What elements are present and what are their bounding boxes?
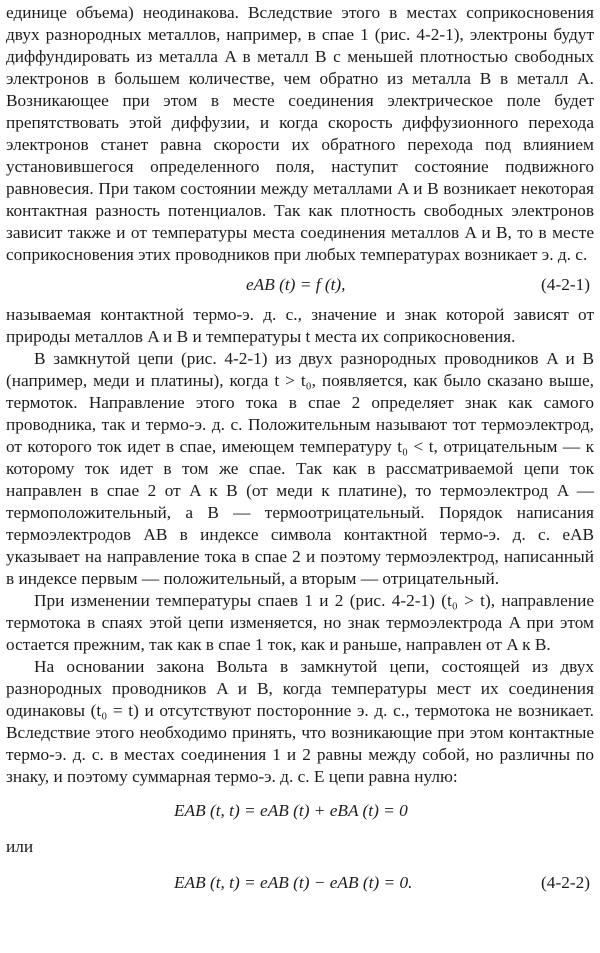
equation-number: (4-2-2) [541,873,590,892]
paragraph-3: В замкнутой цепи (рис. 4-2-1) из двух разнородных проводников A и B (например, меди и платины), когда t > t₀, появляется, как было сказано выше, термоток. Направление этого тока в спае 2 определяет знак как самого проводника, так и термо-э. д. с. Положительным называют тот термоэлектрод, от которого ток идет в спае, имеющем температуру t₀ < t, отрицательным — к которому ток идет в том же спае. Так как в рассматриваемой цепи ток направлен в спае 2 от A к B (от меди к платине), то термоэлектрод A — термоположительный, а B — термоотрицательный. Порядок написания термоэлектродов AB в индексе символа контактной термо-э. д. с. eAB указывает на направление тока в спае 2 и поэтому термоэлектрод, написанный в индексе первым — положительный, а вторым — отрицательный. [6,349,594,588]
paragraph-5: На основании закона Вольта в замкнутой цепи, состоящей из двух разнородных проводников A и B, когда температуры мест их соединения одинаковы (t₀ = t) и отсутствуют посторонние э. д. с., термотока не возникает. Вследствие этого необходимо принять, что возникающие при этом контактные термо-э. д. с. в местах соединения 1 и 2 равны между собой, но различны по знаку, и поэтому суммарная термо-э. д. с. E цепи равна нулю: [6,657,594,786]
equation-formula: EAB (t, t) = eAB (t) − eAB (t) = 0. [174,873,413,892]
equation-4-2-2 [6,860,594,906]
paragraph-1: единице объема) неодинакова. Вследствие этого в местах соприкосновения двух разнородных металлов, например, в спае 1 (рис. 4-2-1), электроны будут диффундировать из металла A в металл B с меньшей плотностью свободных электронов в большем количестве, чем обратно из металла B в металл A. Возникающее при этом в месте соединения электрическое поле будет препятствовать этой диффузии, и когда скорость диффузионного перехода электронов станет равна скорости их обратного перехода под влиянием установившегося определенного поля, наступит состояние подвижного равновесия. При таком состоянии между металлами A и B возникает некоторая контактная разность потенциалов. Так как плотность свободных электронов зависит также и от температуры места соединения металлов A и B, то в месте соприкосновения этих проводников при любых температурах возникает э. д. с. [6,3,594,264]
paragraph-4: При изменении температуры спаев 1 и 2 (рис. 4-2-1) (t₀ > t), направление термотока в спаях этой цепи изменяется, но знак термоэлектрода A при этом остается прежним, так как в спае 1 ток, как и раньше, направлен от A к B. [6,591,594,654]
equation-formula: EAB (t, t) = eAB (t) + eBA (t) = 0 [174,801,408,820]
connector-word: или [6,837,34,856]
equation-4-2-1 [6,266,594,304]
equation-sum [6,788,594,834]
paragraph-2: называемая контактной термо-э. д. с., значение и знак которой зависят от природы металлов A и B и температуры t места их соприкосновения. [6,305,594,346]
equation-formula: eAB (t) = f (t), [246,275,346,294]
equation-number: (4-2-1) [541,275,590,294]
